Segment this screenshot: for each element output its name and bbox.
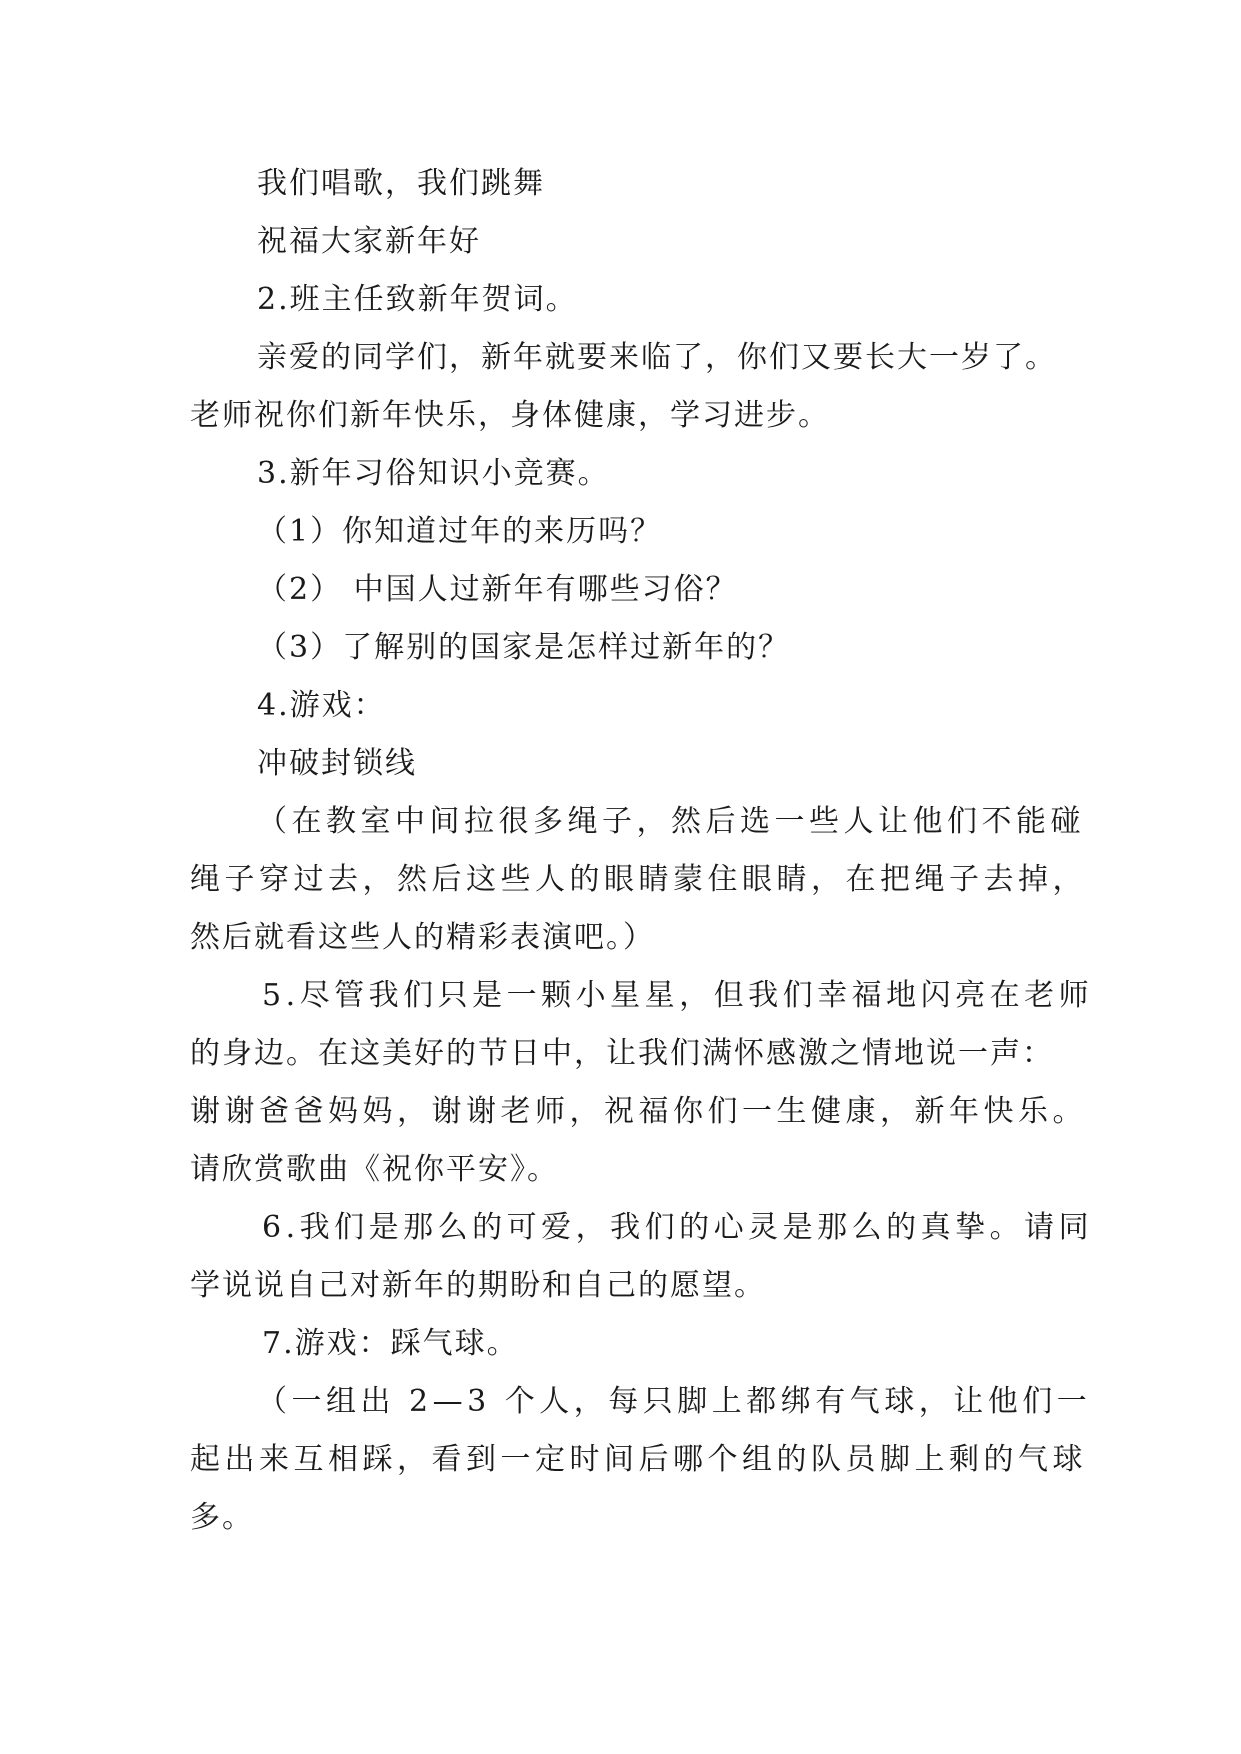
text-line: （1）你知道过年的来历吗？ [257,514,663,549]
text-line: 2.班主任致新年贺词。 [257,282,578,317]
text-line: 谢谢爸爸妈妈，谢谢老师，祝福你们一生健康，新年快乐。 [190,1094,1087,1129]
text-line: 7.游戏：踩气球。 [262,1326,519,1361]
text-line: 冲破封锁线 [257,746,417,781]
text-line: （3）了解别的国家是怎样过新年的？ [257,630,791,665]
text-line: 3.新年习俗知识小竞赛。 [257,456,610,491]
text-line: 的身边。在这美好的节日中，让我们满怀感激之情地说一声： [190,1036,1054,1071]
text-line: （在教室中间拉很多绳子，然后选一些人让他们不能碰 [257,804,1085,839]
text-line: 亲爱的同学们，新年就要来临了，你们又要长大一岁了。 [257,340,1057,375]
text-line: 起出来互相踩，看到一定时间后哪个组的队员脚上剩的气球 [190,1442,1087,1477]
text-line: （2） 中国人过新年有哪些习俗？ [257,572,738,607]
text-line: （一组出 2—3 个人，每只脚上都绑有气球，让他们一 [257,1384,1092,1419]
text-line: 4.游戏： [257,688,386,723]
text-line: 老师祝你们新年快乐，身体健康，学习进步。 [190,398,830,433]
text-line: 多。 [190,1500,254,1535]
text-line: 祝福大家新年好 [257,224,481,259]
text-line: 6.我们是那么的可爱，我们的心灵是那么的真挚。请同 [262,1210,1094,1245]
text-line: 然后就看这些人的精彩表演吧。） [190,920,655,955]
text-line: 绳子穿过去，然后这些人的眼睛蒙住眼睛，在把绳子去掉， [190,862,1087,897]
text-line: 请欣赏歌曲《祝你平安》。 [190,1152,559,1187]
text-line: 5.尽管我们只是一颗小星星，但我们幸福地闪亮在老师 [262,978,1094,1013]
text-line: 我们唱歌，我们跳舞 [257,166,545,201]
text-line: 学说说自己对新年的期盼和自己的愿望。 [190,1268,766,1303]
